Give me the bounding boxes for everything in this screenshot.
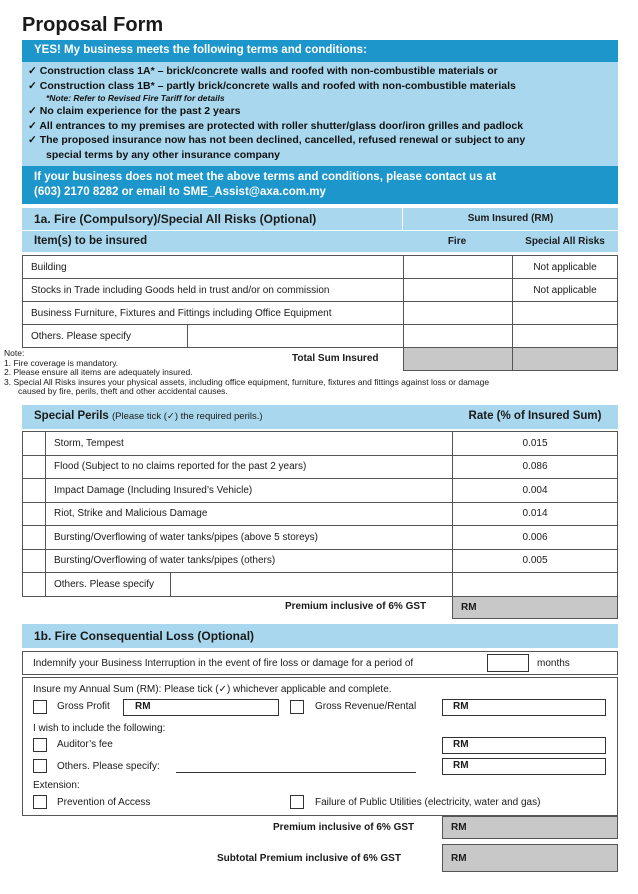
item-row-stocks: Stocks in Trade including Goods held in trust and/or on commission bbox=[22, 278, 404, 302]
perils-title: Special Perils bbox=[34, 410, 109, 422]
gross-profit-checkbox[interactable] bbox=[33, 700, 47, 714]
contact-bar bbox=[22, 166, 618, 204]
others-rm: RM bbox=[453, 760, 469, 771]
others-specify-line[interactable] bbox=[176, 772, 416, 773]
terms-item: ✓ The proposed insurance now has not been declined, cancelled, refused renewal or subject to any bbox=[28, 134, 526, 146]
item-row-building: Building bbox=[22, 255, 404, 279]
gross-revenue-label: Gross Revenue/Rental bbox=[315, 701, 417, 712]
perils-premium-value: RM bbox=[452, 596, 618, 619]
subtotal-premium-value: RM bbox=[442, 844, 618, 872]
fire-input-stocks[interactable] bbox=[403, 278, 513, 302]
peril-label: Others. Please specify bbox=[45, 572, 171, 597]
perils-premium-label: Premium inclusive of 6% GST bbox=[285, 601, 427, 612]
sar-building: Not applicable bbox=[512, 255, 618, 279]
terms-note: *Note: Refer to Revised Fire Tariff for details bbox=[46, 93, 225, 103]
public-utilities-label: Failure of Public Utilities (electricity, water and gas) bbox=[315, 797, 541, 808]
insure-label: Insure my Annual Sum (RM): Please tick (✓) whichever applicable and complete. bbox=[33, 684, 392, 695]
gross-revenue-rm: RM bbox=[453, 701, 469, 712]
check-icon: ✓ bbox=[28, 134, 37, 146]
check-icon: ✓ bbox=[28, 65, 37, 77]
auditor-fee-label: Auditor’s fee bbox=[57, 739, 113, 750]
others-checkbox[interactable] bbox=[33, 759, 47, 773]
peril-rate: 0.005 bbox=[452, 549, 618, 574]
notes: Note: 1. Fire coverage is mandatory. 2. Please ensure all items are adequately insured. 3. Special All Risks insures your physical assets, including office equipment, furniture, fixtures and fittings against loss or damage caused by fire, perils, theft and other accidental causes. bbox=[4, 348, 490, 396]
extension-label: Extension: bbox=[33, 780, 80, 791]
peril-label: Bursting/Overflowing of water tanks/pipes (above 5 storeys) bbox=[45, 525, 453, 550]
fire-input-others[interactable] bbox=[403, 324, 513, 348]
indemnify-label: Indemnify your Business Interruption in the event of fire loss or damage for a period of bbox=[33, 658, 414, 669]
peril-rate: 0.014 bbox=[452, 502, 618, 527]
others-label: Others. Please specify: bbox=[57, 761, 160, 772]
auditor-fee-checkbox[interactable] bbox=[33, 738, 47, 752]
peril-checkbox[interactable] bbox=[22, 431, 46, 456]
sar-input-others[interactable] bbox=[512, 324, 618, 348]
section-1a-title: 1a. Fire (Compulsory)/Special All Risks (Optional) bbox=[34, 212, 317, 226]
peril-label: Bursting/Overflowing of water tanks/pipes (others) bbox=[45, 549, 453, 574]
peril-label: Storm, Tempest bbox=[45, 431, 453, 456]
peril-checkbox[interactable] bbox=[22, 549, 46, 574]
sar-stocks: Not applicable bbox=[512, 278, 618, 302]
peril-checkbox[interactable] bbox=[22, 502, 46, 527]
gross-profit-rm: RM bbox=[135, 701, 151, 712]
peril-checkbox[interactable] bbox=[22, 478, 46, 503]
terms-header: YES! My business meets the following terms and conditions: bbox=[22, 40, 618, 62]
gross-profit-label: Gross Profit bbox=[57, 701, 110, 712]
prevention-access-checkbox[interactable] bbox=[33, 795, 47, 809]
sum-insured-header: Sum Insured (RM) bbox=[467, 213, 554, 224]
fcl-premium-value: RM bbox=[442, 816, 618, 839]
item-row-others: Others. Please specify bbox=[22, 324, 188, 348]
fcl-premium-label: Premium inclusive of 6% GST bbox=[273, 822, 415, 833]
peril-rate: 0.015 bbox=[452, 431, 618, 456]
check-icon: ✓ bbox=[28, 119, 37, 132]
prevention-access-label: Prevention of Access bbox=[57, 797, 151, 808]
gross-revenue-checkbox[interactable] bbox=[290, 700, 304, 714]
sar-input-furniture[interactable] bbox=[512, 301, 618, 325]
page-title: Proposal Form bbox=[22, 14, 164, 36]
fire-input-building[interactable] bbox=[403, 255, 513, 279]
item-row-furniture: Business Furniture, Fixtures and Fittings including Office Equipment bbox=[22, 301, 404, 325]
check-icon: ✓ bbox=[28, 79, 37, 92]
peril-others-specify-input[interactable] bbox=[170, 572, 453, 597]
check-icon: ✓ bbox=[28, 105, 37, 117]
contact-line-1: If your business does not meet the above terms and conditions, please contact us at bbox=[34, 171, 497, 183]
contact-line-2: (603) 2170 8282 or email to SME_Assist@axa.com.my bbox=[34, 186, 326, 198]
peril-rate: 0.006 bbox=[452, 525, 618, 550]
peril-rate: 0.086 bbox=[452, 455, 618, 480]
perils-subtitle: (Please tick (✓) the required perils.) bbox=[112, 411, 263, 422]
subtotal-premium-label: Subtotal Premium inclusive of 6% GST bbox=[217, 853, 401, 864]
items-label: Item(s) to be insured bbox=[34, 235, 148, 247]
total-sum-insured-label: Total Sum Insured bbox=[292, 353, 379, 364]
peril-checkbox[interactable] bbox=[22, 572, 46, 597]
public-utilities-checkbox[interactable] bbox=[290, 795, 304, 809]
peril-checkbox[interactable] bbox=[22, 525, 46, 550]
fire-input-furniture[interactable] bbox=[403, 301, 513, 325]
rate-header: Rate (% of Insured Sum) bbox=[468, 410, 602, 422]
auditor-fee-rm: RM bbox=[453, 739, 469, 750]
include-label: I wish to include the following: bbox=[33, 723, 166, 734]
peril-label: Riot, Strike and Malicious Damage bbox=[45, 502, 453, 527]
terms-item: ✓ All entrances to my premises are protected with roller shutter/glass door/iron grilles and padlock bbox=[28, 119, 524, 132]
sar-header: Special All Risks bbox=[525, 236, 605, 247]
terms-item: ✓ Construction class 1B* – partly brick/concrete walls and roofed with non-combustible materials bbox=[28, 79, 516, 92]
terms-list bbox=[28, 64, 618, 162]
terms-item-continued: special terms by any other insurance company bbox=[46, 148, 281, 161]
peril-label: Flood (Subject to no claims reported for the past 2 years) bbox=[45, 455, 453, 480]
terms-item: ✓ No claim experience for the past 2 years bbox=[28, 105, 241, 117]
perils-title-wrap bbox=[34, 410, 263, 422]
peril-rate: 0.004 bbox=[452, 478, 618, 503]
others-specify-input[interactable] bbox=[187, 324, 404, 348]
months-label: months bbox=[537, 658, 570, 669]
peril-label: Impact Damage (Including Insured’s Vehicle) bbox=[45, 478, 453, 503]
period-months-input[interactable] bbox=[487, 654, 529, 672]
fire-header: Fire bbox=[447, 236, 467, 247]
terms-item: ✓ Construction class 1A* – brick/concrete walls and roofed with non-combustible materials or bbox=[28, 65, 498, 77]
peril-rate[interactable] bbox=[452, 572, 618, 597]
peril-checkbox[interactable] bbox=[22, 455, 46, 480]
section-1b-title: 1b. Fire Consequential Loss (Optional) bbox=[34, 629, 255, 643]
